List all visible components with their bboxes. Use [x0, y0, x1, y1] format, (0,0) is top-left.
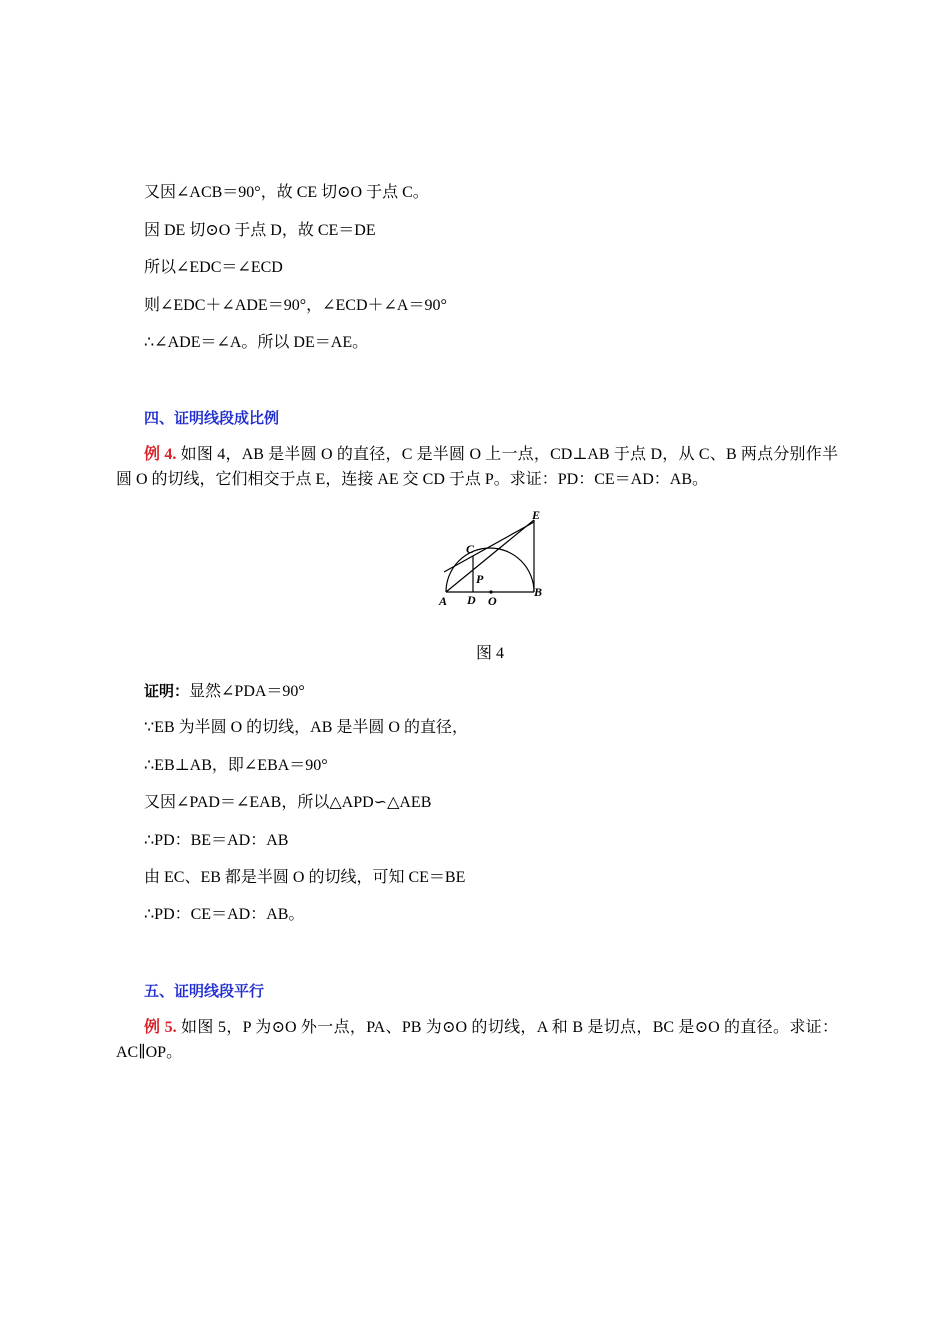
label-c: C: [466, 542, 475, 556]
example-text: 如图 5，P 为⊙O 外一点，PA、PB 为⊙O 的切线，A 和 B 是切点，BC 是⊙O 的直径。求证：AC∥OP。: [116, 1019, 839, 1061]
geometry-figure: [436, 506, 548, 610]
proof-line: 又因∠ACB＝90°，故 CE 切⊙O 于点 C。: [144, 184, 429, 201]
example-paragraph: [116, 1015, 838, 1065]
semicircle: [446, 548, 534, 592]
segment-ae: [446, 520, 534, 592]
example-label: 例 4.: [144, 446, 177, 463]
example-text: 如图 4，AB 是半圆 O 的直径，C 是半圆 O 上一点，CD⊥AB 于点 D，从 C、B 两点分别作半圆 O 的切线，它们相交于点 E，连接 AE 交 CD 于点 P。求证：PD：CE＝AD：AB。: [116, 446, 838, 488]
proof-line: 因 DE 切⊙O 于点 D，故 CE＝DE: [144, 222, 376, 239]
proof-line: ∴PD：BE＝AD：AB: [144, 832, 289, 849]
proof-line: ∴PD：CE＝AD：AB。: [144, 906, 305, 923]
proof-line: 由 EC、EB 都是半圆 O 的切线，可知 CE＝BE: [144, 869, 466, 886]
label-b: B: [534, 585, 543, 599]
proof-line: 所以∠EDC＝∠ECD: [144, 259, 283, 276]
proof-line: [144, 681, 305, 702]
proof-line: ∴EB⊥AB，即∠EBA＝90°: [144, 757, 328, 774]
label-o: O: [488, 594, 497, 608]
label-e: E: [532, 508, 541, 522]
label-p: P: [476, 572, 484, 586]
section-heading: 五、证明线段平行: [144, 982, 265, 1000]
label-a: A: [439, 594, 448, 608]
proof-line: 则∠EDC＋∠ADE＝90°，∠ECD＋∠A＝90°: [144, 297, 447, 314]
label-d: D: [467, 593, 476, 607]
tangent-ce: [444, 522, 534, 572]
figure-caption: 图 4: [475, 645, 504, 662]
example-label: 例 5.: [144, 1019, 177, 1036]
proof-text: 显然∠PDA＝90°: [189, 683, 305, 700]
proof-label: 证明：: [144, 682, 190, 700]
proof-line: 又因∠PAD＝∠EAB，所以△APD∽△AEB: [144, 794, 432, 811]
proof-line: ∵EB 为半圆 O 的切线，AB 是半圆 O 的直径，: [144, 719, 468, 736]
example-paragraph: [116, 442, 838, 492]
proof-line: ∴∠ADE＝∠A。所以 DE＝AE。: [144, 334, 369, 351]
section-heading: 四、证明线段成比例: [144, 409, 280, 427]
